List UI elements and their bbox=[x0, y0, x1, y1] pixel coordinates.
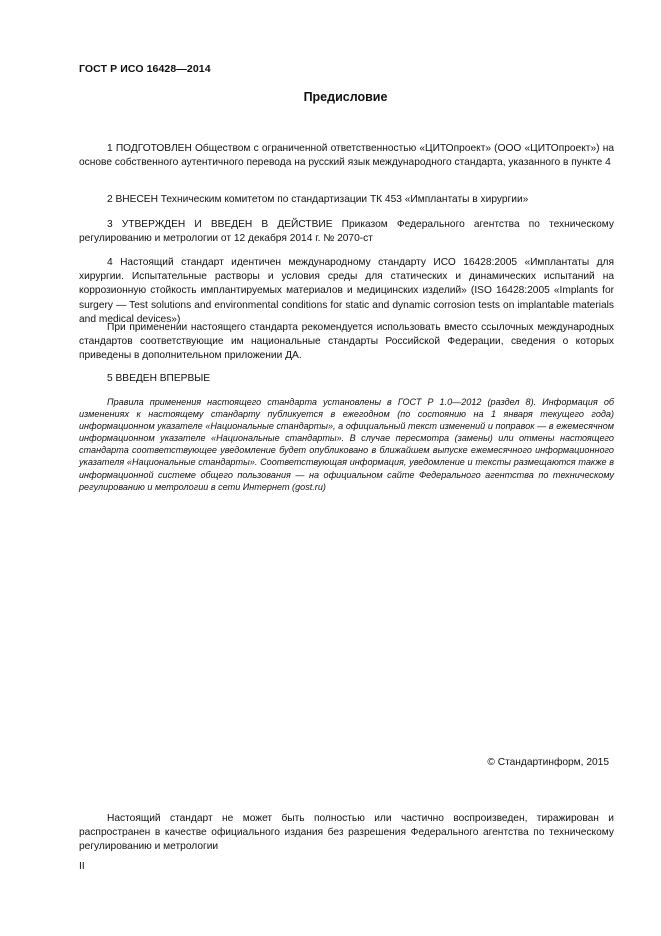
paragraph-application-note: При применении настоящего стандарта рекомендуется использовать вместо ссылочных международных стандартов соответствующие им национальные стандарты Российской Федерации, сведения о которых приведены в дополнительном приложении ДА. bbox=[79, 322, 614, 362]
paragraph-approved: 3 УТВЕРЖДЕН И ВВЕДЕН В ДЕЙСТВИЕ Приказом Федерального агентства по техническому регулированию и метрологии от 12 декабря 2014 г. № 2070-ст bbox=[79, 219, 614, 245]
page-title: Предисловие bbox=[303, 90, 388, 104]
page-number: II bbox=[79, 861, 85, 872]
copyright-line: © Стандартинформ, 2015 bbox=[487, 757, 609, 768]
standard-code-header: ГОСТ Р ИСО 16428—2014 bbox=[79, 63, 211, 75]
paragraph-first-introduced: 5 ВВЕДЕН ВПЕРВЫЕ bbox=[107, 373, 211, 384]
paragraph-prepared-by: 1 ПОДГОТОВЛЕН Обществом с ограниченной ответственностью «ЦИТОпроект» (ООО «ЦИТОпроект») на основе собственного аутентичного перевода на русский язык международного стандарта, указанного в пункте 4 bbox=[79, 143, 614, 169]
paragraph-identical-standard: 4 Настоящий стандарт идентичен международному стандарту ИСО 16428:2005 «Имплантаты для хирургии. Испытательные растворы и условия среды для статических и динамических испытаний на коррозионную стойкость имплантируемых материалов и медицинских изделий» (ISO 16428:2005 «Implants for surgery — Test solutions and environmental conditions for static and dynamic corrosion tests on implantable materials and medical devices») bbox=[79, 257, 614, 325]
paragraph-introduced-by: 2 ВНЕСЕН Техническим комитетом по стандартизации ТК 453 «Имплантаты в хирургии» bbox=[107, 194, 529, 205]
rules-of-application-note: Правила применения настоящего стандарта установлены в ГОСТ Р 1.0—2012 (раздел 8). Информация об изменениях к настоящему стандарту публикуется в ежегодном (по состоянию на 1 января текущего года) информационном указателе «Национальные стандарты», а официальный текст изменений и поправок — в ежемесячном информационном указателе «Национальные стандарты». В случае пересмотра (замены) или отмены настоящего стандарта соответствующее уведомление будет опубликовано в ближайшем выпуске ежемесячного информационного указателя «Национальные стандарты». Соответствующая информация, уведомление и тексты размещаются также в информационной системе общего пользования — на официальном сайте Федерального агентства по техническому регулированию и метрологии в сети Интернет (gost.ru) bbox=[79, 397, 614, 492]
reproduction-notice: Настоящий стандарт не может быть полностью или частично воспроизведен, тиражирован и распространен в качестве официального издания без разрешения Федерального агентства по техническому регулированию и метрологии bbox=[79, 813, 614, 853]
